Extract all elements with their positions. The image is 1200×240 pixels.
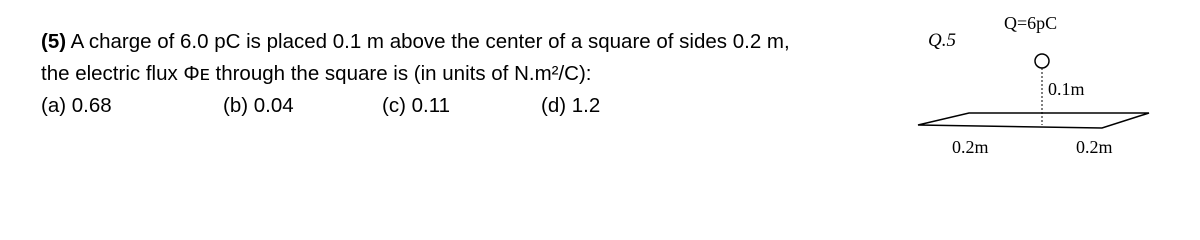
choice-a[interactable]: (a) 0.68 — [41, 94, 112, 117]
choice-d[interactable]: (d) 1.2 — [541, 94, 601, 117]
charge-circle — [1035, 54, 1049, 68]
square-outline — [918, 113, 1149, 128]
figure-question-label: Q.5 — [928, 30, 956, 51]
side-label-front: 0.2m — [952, 137, 989, 157]
question-number: (5) — [41, 30, 67, 53]
choice-b[interactable]: (b) 0.04 — [223, 94, 294, 117]
side-label-right: 0.2m — [1076, 137, 1113, 157]
question-text-2: the electric flux Φᴇ through the square is (in units of N.m²/C): — [41, 62, 592, 85]
choice-c[interactable]: (c) 0.11 — [382, 94, 450, 117]
charge-label: Q=6pC — [1004, 13, 1058, 33]
question-text-1: A charge of 6.0 pC is placed 0.1 m above the center of a square of sides 0.2 m, — [66, 30, 790, 53]
height-label: 0.1m — [1048, 79, 1085, 99]
